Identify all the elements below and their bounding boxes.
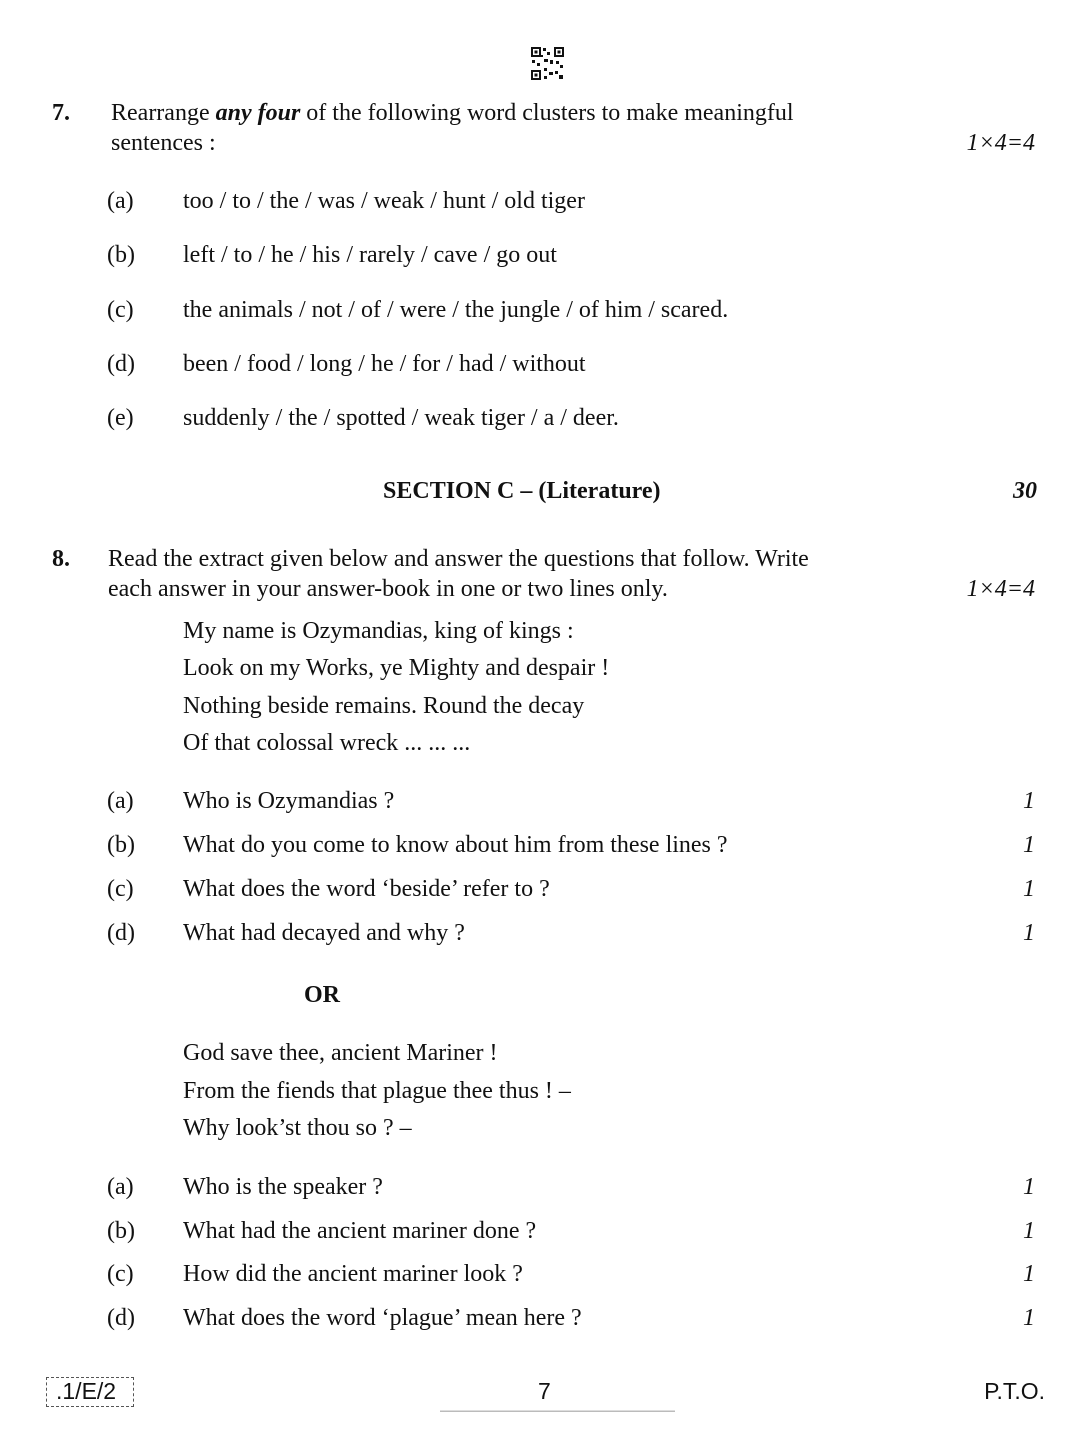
q8-set1-a-label: (a) xyxy=(107,788,134,814)
q8-number: 8. xyxy=(52,546,70,572)
q8-set1-c-marks: 1 xyxy=(1023,876,1035,902)
page-number: 7 xyxy=(538,1378,551,1404)
q7-stem-emphasis: any four xyxy=(215,100,301,126)
extract1-line: Of that colossal wreck ... ... ... xyxy=(183,730,471,756)
q8-set2-c-marks: 1 xyxy=(1023,1261,1035,1287)
q8-set2-d-text: What does the word ‘plague’ mean here ? xyxy=(183,1305,582,1331)
q8-set1-c-label: (c) xyxy=(107,876,134,902)
q7-item-d-text: been / food / long / he / for / had / without xyxy=(183,351,586,377)
q8-set2-c-text: How did the ancient mariner look ? xyxy=(183,1261,523,1287)
q8-set1-b-text: What do you come to know about him from these lines ? xyxy=(183,832,728,858)
q8-set1-d-text: What had decayed and why ? xyxy=(183,920,465,946)
q7-stem-line2: sentences : xyxy=(111,130,216,156)
extract1-line: Look on my Works, ye Mighty and despair ! xyxy=(183,655,610,681)
q8-set2-a-text: Who is the speaker ? xyxy=(183,1174,383,1200)
extract2-line: Why look’st thou so ? – xyxy=(183,1115,412,1141)
q8-set2-d-label: (d) xyxy=(107,1305,135,1331)
section-title: SECTION C – (Literature) xyxy=(383,478,661,504)
q8-set1-b-label: (b) xyxy=(107,832,135,858)
q7-number: 7. xyxy=(52,100,70,126)
q7-item-e-text: suddenly / the / spotted / weak tiger / a / deer. xyxy=(183,405,619,431)
q8-stem-line2: each answer in your answer-book in one or two lines only. xyxy=(108,576,668,602)
q8-set1-d-label: (d) xyxy=(107,920,135,946)
q7-item-e-label: (e) xyxy=(107,405,134,431)
q8-marks: 1×4=4 xyxy=(966,576,1035,602)
section-marks: 30 xyxy=(1013,478,1037,504)
q7-stem-post: of the following word clusters to make meaningful xyxy=(300,100,794,126)
q8-set2-b-marks: 1 xyxy=(1023,1218,1035,1244)
q8-set1-a-text: Who is Ozymandias ? xyxy=(183,788,395,814)
q7-stem-pre: Rearrange xyxy=(111,100,216,126)
q8-set1-c-text: What does the word ‘beside’ refer to ? xyxy=(183,876,550,902)
q8-set2-a-label: (a) xyxy=(107,1174,134,1200)
pto-label: P.T.O. xyxy=(984,1378,1045,1404)
extract1-line: Nothing beside remains. Round the decay xyxy=(183,693,585,719)
extract2-line: From the fiends that plague thee thus ! – xyxy=(183,1078,571,1104)
q8-set2-a-marks: 1 xyxy=(1023,1174,1035,1200)
q7-stem-line1 xyxy=(111,98,794,128)
q7-item-c-label: (c) xyxy=(107,297,134,323)
q7-item-b-label: (b) xyxy=(107,242,135,268)
q7-marks: 1×4=4 xyxy=(966,130,1035,156)
extract1-line: My name is Ozymandias, king of kings : xyxy=(183,618,574,644)
q7-item-c-text: the animals / not / of / were / the jungle / of him / scared. xyxy=(183,297,729,323)
q7-item-a-text: too / to / the / was / weak / hunt / old tiger xyxy=(183,188,585,214)
qr-code xyxy=(530,46,565,81)
q8-set2-c-label: (c) xyxy=(107,1261,134,1287)
q7-item-d-label: (d) xyxy=(107,351,135,377)
q8-set2-b-label: (b) xyxy=(107,1218,135,1244)
microprint-line xyxy=(440,1409,675,1414)
or-divider: OR xyxy=(304,982,340,1008)
extract2-line: God save thee, ancient Mariner ! xyxy=(183,1040,498,1066)
paper-code: .1/E/2 xyxy=(56,1378,117,1404)
q7-item-b-text: left / to / he / his / rarely / cave / go out xyxy=(183,242,557,268)
q7-item-a-label: (a) xyxy=(107,188,134,214)
q8-set2-b-text: What had the ancient mariner done ? xyxy=(183,1218,537,1244)
q8-set1-a-marks: 1 xyxy=(1023,788,1035,814)
q8-stem-line1: Read the extract given below and answer the questions that follow. Write xyxy=(108,546,809,572)
q8-set1-d-marks: 1 xyxy=(1023,920,1035,946)
q8-set2-d-marks: 1 xyxy=(1023,1305,1035,1331)
q8-set1-b-marks: 1 xyxy=(1023,832,1035,858)
